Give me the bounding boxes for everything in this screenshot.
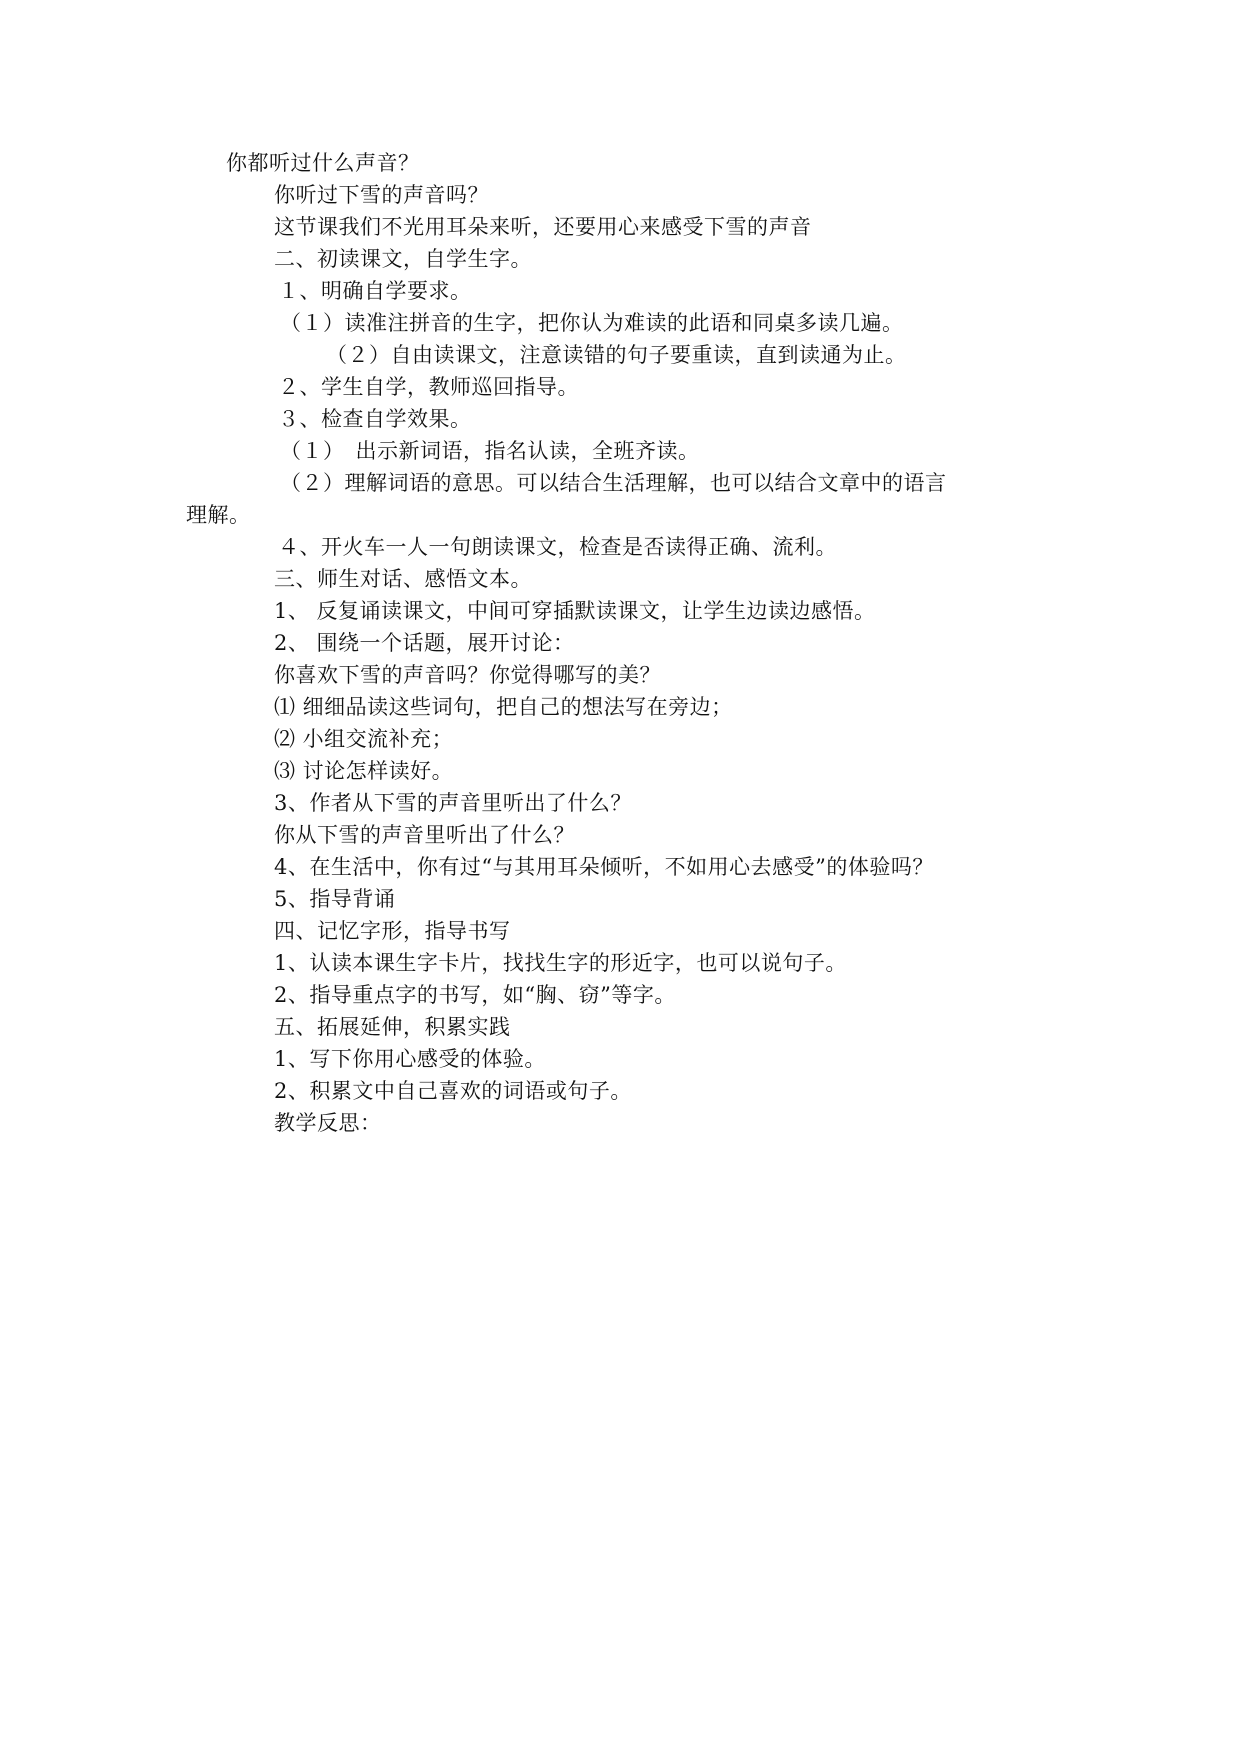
text-line: 1、写下你用心感受的体验。 <box>274 1047 546 1071</box>
text-line: 你都听过什么声音？ <box>226 151 420 175</box>
text-line: ⑴ 细细品读这些词句，把自己的想法写在旁边； <box>274 695 733 719</box>
text-line: 2、 围绕一个话题，展开讨论： <box>274 631 575 655</box>
text-line: ４、开火车一人一句朗读课文，检查是否读得正确、流利。 <box>278 535 837 559</box>
section-heading: 四、记忆字形，指导书写 <box>274 919 511 943</box>
text-line: 1、认读本课生字卡片，找找生字的形近字，也可以说句子。 <box>274 951 847 975</box>
text-line: ２、学生自学，教师巡回指导。 <box>278 375 579 399</box>
section-heading: 三、师生对话、感悟文本。 <box>274 567 532 591</box>
section-heading: 二、初读课文，自学生字。 <box>274 247 532 271</box>
text-line: 1、 反复诵读课文，中间可穿插默读课文，让学生边读边感悟。 <box>274 599 876 623</box>
text-line: （１）读准注拼音的生字，把你认为难读的此语和同桌多读几遍。 <box>280 311 904 335</box>
text-line: ⑵ 小组交流补充； <box>274 727 454 751</box>
text-line: 5、指导背诵 <box>274 887 396 911</box>
text-line: 你喜欢下雪的声音吗？你觉得哪写的美？ <box>274 663 661 687</box>
text-line: 2、积累文中自己喜欢的词语或句子。 <box>274 1079 632 1103</box>
text-line: １、明确自学要求。 <box>278 279 472 303</box>
text-line: 3、作者从下雪的声音里听出了什么？ <box>274 791 632 815</box>
reflection-label: 教学反思： <box>274 1111 382 1135</box>
text-line: （２）理解词语的意思。可以结合生活理解，也可以结合文章中的语言 <box>280 471 947 495</box>
text-line: （１） 出示新词语，指名认读，全班齐读。 <box>280 439 700 463</box>
text-line: 4、在生活中，你有过“与其用耳朵倾听，不如用心去感受”的体验吗？ <box>274 855 934 879</box>
text-line: ３、检查自学效果。 <box>278 407 472 431</box>
text-line: （２）自由读课文，注意读错的句子要重读，直到读通为止。 <box>326 343 907 367</box>
text-line: 2、指导重点字的书写，如“胸、窃”等字。 <box>274 983 676 1007</box>
section-heading: 五、拓展延伸，积累实践 <box>274 1015 511 1039</box>
text-line: ⑶ 讨论怎样读好。 <box>274 759 454 783</box>
text-line: 这节课我们不光用耳朵来听，还要用心来感受下雪的声音 <box>274 215 812 239</box>
text-line: 你从下雪的声音里听出了什么？ <box>274 823 575 847</box>
text-line: 理解。 <box>186 503 251 527</box>
text-line: 你听过下雪的声音吗？ <box>274 183 489 207</box>
